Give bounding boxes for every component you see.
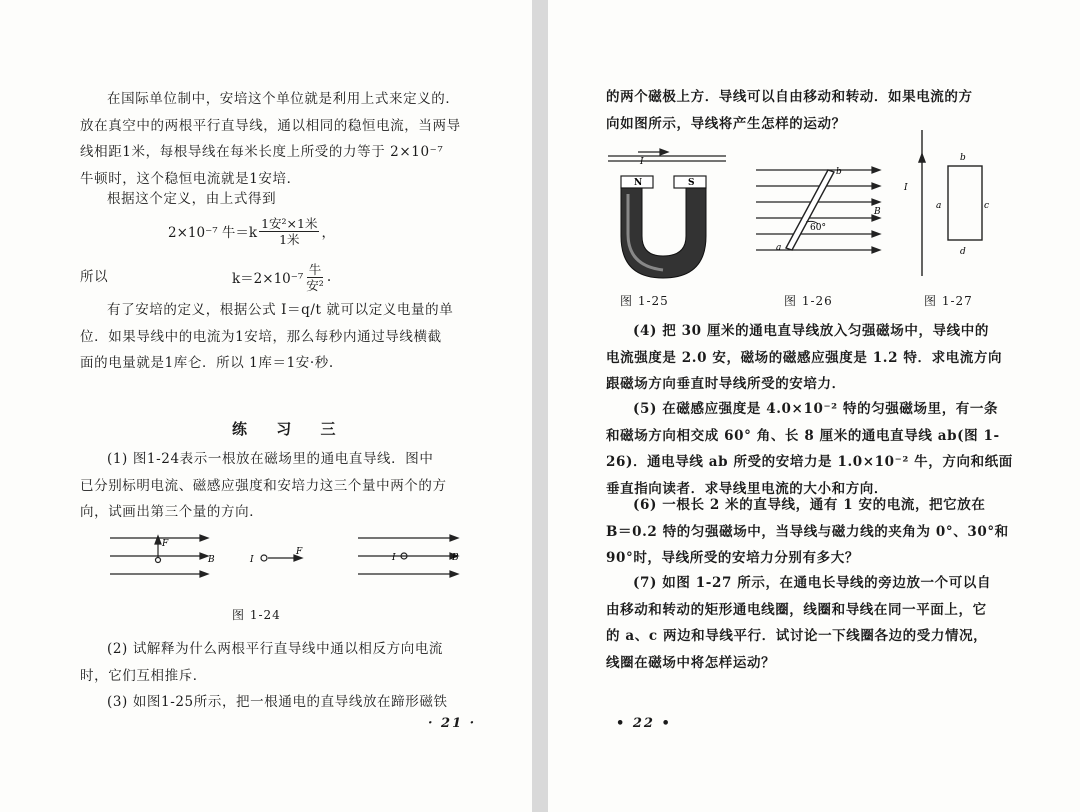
book-gutter [532,0,548,812]
fig27-label-c: c [984,201,990,211]
fig27-label-b: b [960,153,966,163]
fig24-label-i3: I [392,553,396,563]
figure-1-26 [748,160,888,270]
fig25-label-s: S [688,178,695,188]
figure-1-24 [100,528,480,598]
fig25-label-i: I [640,157,644,167]
question-3: (3) 如图1-25所示，把一根通电的直导线放在蹄形磁铁 [107,694,448,710]
figure-1-24-caption: 图 1-24 [232,608,281,622]
figure-1-27-caption: 图 1-27 [924,294,973,308]
fig24-label-i2: I [250,555,254,565]
fraction-1: 1安²×1米 1米 [261,215,318,247]
fig26-label-angle: 60° [810,223,826,233]
figure-1-27 [898,126,998,282]
fig24-label-f2: F [296,547,303,557]
fig27-label-a: a [936,201,942,211]
paragraph-definition: 在国际单位制中，安培这个单位就是利用上式来定义的． 放在真空中的两根平行直导线，通以相同的稳恒电流，当两导 线相距1米，每根导线在每米长度上所受的力等于 2×10⁻⁷ 牛顿时，这个稳恒电流就是1安培． [80,91,461,187]
fraction-2: 牛 安² [306,261,324,293]
equation-2: k＝2×10⁻⁷ 牛 安² . [232,261,332,293]
question-2: (2) 试解释为什么两根平行直导线中通以相反方向电流 时，它们互相推斥． [80,641,444,684]
fig26-label-a-end: a [776,243,782,253]
fig26-label-field: B [874,207,881,217]
fig24-label-b3: B [452,553,459,563]
paragraph-derive: 根据这个定义，由上式得到 [107,191,277,207]
fig24-label-f1: F [162,539,169,549]
figure-1-25 [606,134,746,290]
left-page [0,0,532,812]
figure-1-26-caption: 图 1-26 [784,294,833,308]
paragraph-charge: 有了安培的定义，根据公式 I＝q/t 就可以定义电量的单 位．如果导线中的电流为1安培，那么每秒内通过导线横截 面的电量就是1库仑．所以 1库＝1安·秒. [80,302,454,371]
fig26-label-b-end: b [836,167,842,177]
right-page [548,0,1080,812]
question-1: (1) 图1-24表示一根放在磁场里的通电直导线．图中 已分别标明电流、磁感应强度和安培力这三个量中两个的方 向，试画出第三个量的方向． [80,451,447,520]
fig27-label-current: I [904,183,908,193]
question-3-continued: 的两个磁极上方．导线可以自由移动和转动．如果电流的方 向如图所示，导线将产生怎样的运动？ [606,89,973,132]
equation-1: 2×10⁻⁷ 牛＝k 1安²×1米 1米 ， [168,215,335,247]
question-7: (7) 如图 1-27 所示，在通电长导线的旁边放一个可以自 由移动和转动的矩形通电线圈，线圈和导线在同一平面上，它 的 a、c 两边和导线平行．试讨论一下线圈各边的受力情况， 线圈在磁场中将怎样运动？ [606,575,992,671]
fig24-label-b1: B [208,555,215,565]
so-label: 所以 [80,269,109,285]
fig27-label-d: d [960,247,966,257]
question-4: (4) 把 30 厘米的通电直导线放入匀强磁场中，导线中的 电流强度是 2.0 安，磁场的磁感应强度是 1.2 特．求电流方向 跟磁场方向垂直时导线所受的安培力． [606,323,1003,392]
page-number-22: • 22 • [616,716,672,731]
fig25-label-n: N [634,178,643,188]
figure-1-25-caption: 图 1-25 [620,294,669,308]
section-title: 练 习 三 [232,420,348,438]
question-5: (5) 在磁感应强度是 4.0×10⁻² 特的匀强磁场里，有一条 和磁场方向相交成 60° 角、长 8 厘米的通电直导线 ab(图 1- 26)．通电导线 ab 所受的安培力是 1.0×10⁻² 牛，方向和纸面 垂直指向读者．求导线里电流的大小和方向． [606,401,1013,497]
question-6: (6) 一根长 2 米的直导线，通有 1 安的电流，把它放在 B＝0.2 特的匀强磁场中，当导线与磁力线的夹角为 0°、30°和 90°时，导线所受的安培力分别有多大？ [606,497,1009,566]
page-number-21: · 21 · [428,716,477,731]
